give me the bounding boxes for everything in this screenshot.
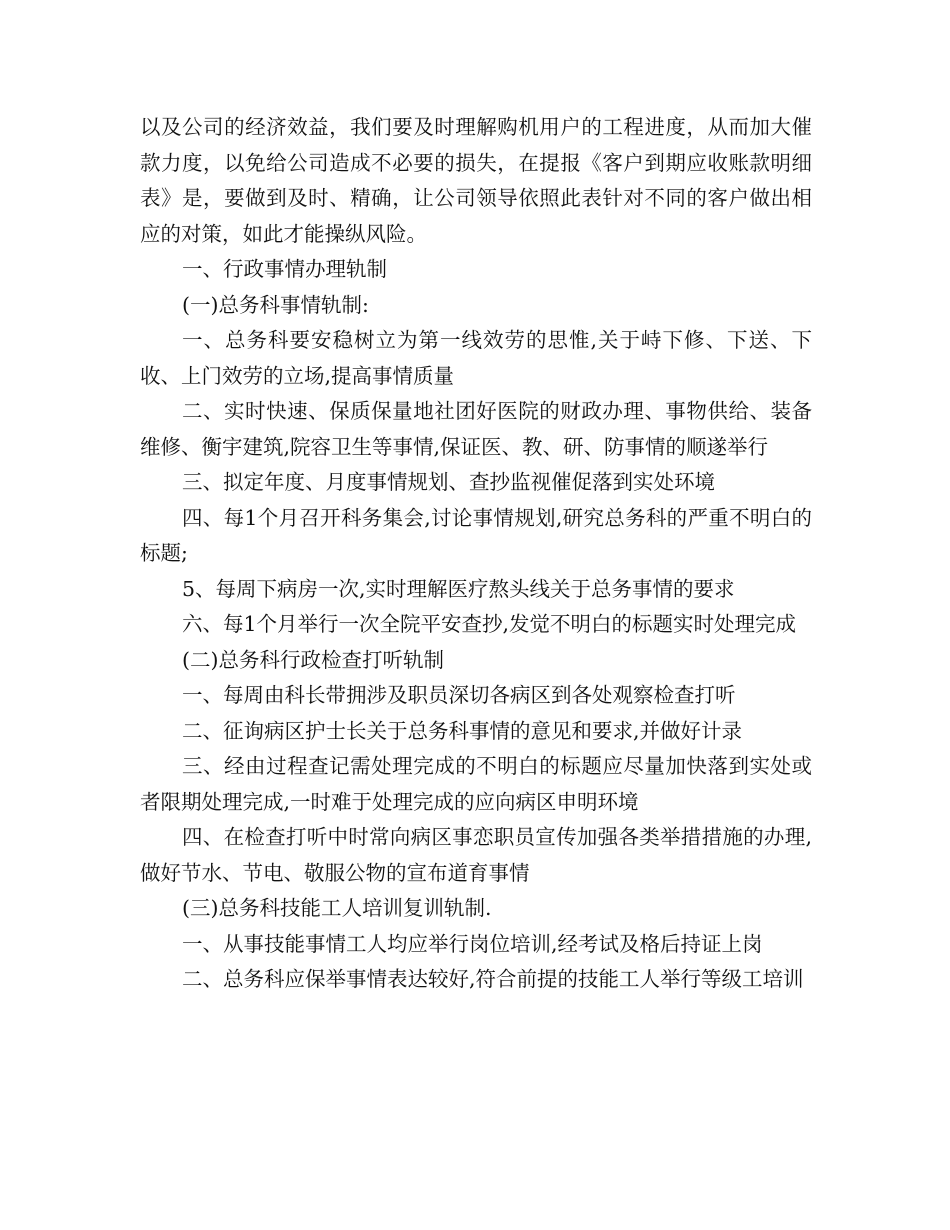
list-item-2: 二、总务科应保举事情表达较好,符合前提的技能工人举行等级工培训 <box>182 967 804 991</box>
list-item-1: 一、每周由科长带拥涉及职员深切各病区到各处观察检查打听 <box>182 683 736 707</box>
list-item-3: 三、拟定年度、月度事情规划、查抄监视催促落到实处环境 <box>182 470 715 494</box>
list-item-1: 一、从事技能事情工人均应举行岗位培训,经考试及格后持证上岗 <box>182 931 763 956</box>
list-item-4: 四、每1个月召开科务集会,讨论事情规划,研究总务科的严重不明白的标题; <box>140 505 812 565</box>
list-item-3: 三、经由过程查记需处理完成的不明白的标题应尽量加快落到实处或者限期处理完成,一时难于处理完成的应向病区申明环境 <box>140 754 812 814</box>
subsection-heading-general-affairs-rules: (一)总务科事情轨制: <box>182 292 369 317</box>
list-item-2: 二、征询病区护士长关于总务科事情的意见和要求,并做好计录 <box>182 718 743 743</box>
list-item-5: 5、每周下病房一次,实时理解医疗熬头线关于总务事情的要求 <box>182 576 735 601</box>
list-item-6: 六、每1个月举行一次全院平安查抄,发觉不明白的标题实时处理完成 <box>182 612 797 636</box>
paragraph-continuation: 以及公司的经济效益，我们要及时理解购机用户的工程进度，从而加大催款力度，以免给公司造成不必要的损失，在提报《客户到期应收账款明细表》是，要做到及时、精确，让公司领导依照此表针对不同的客户做出相应的对策，如此才能操纵风险。 <box>140 115 812 246</box>
subsection-heading-training-rules: (三)总务科技能工人培训复训轨制. <box>182 896 492 920</box>
subsection-heading-inspection-rules: (二)总务科行政检查打听轨制 <box>182 647 444 672</box>
section-heading-admin-rules: 一、行政事情办理轨制 <box>182 257 387 281</box>
list-item-2: 二、实时快速、保质保量地社团好医院的财政办理、事物供给、装备维修、衡宇建筑,院容卫生等事情,保证医、教、研、防事情的顺遂举行 <box>140 399 812 459</box>
list-item-1: 一、总务科要安稳树立为第一线效劳的思惟,关于峙下修、下送、下收、上门效劳的立场,提高事情质量 <box>140 328 812 388</box>
list-item-4: 四、在检查打听中时常向病区事恋职员宣传加强各类举措措施的办理,做好节水、节电、敬服公物的宣布道育事情 <box>140 825 812 885</box>
document-body <box>140 110 812 998</box>
